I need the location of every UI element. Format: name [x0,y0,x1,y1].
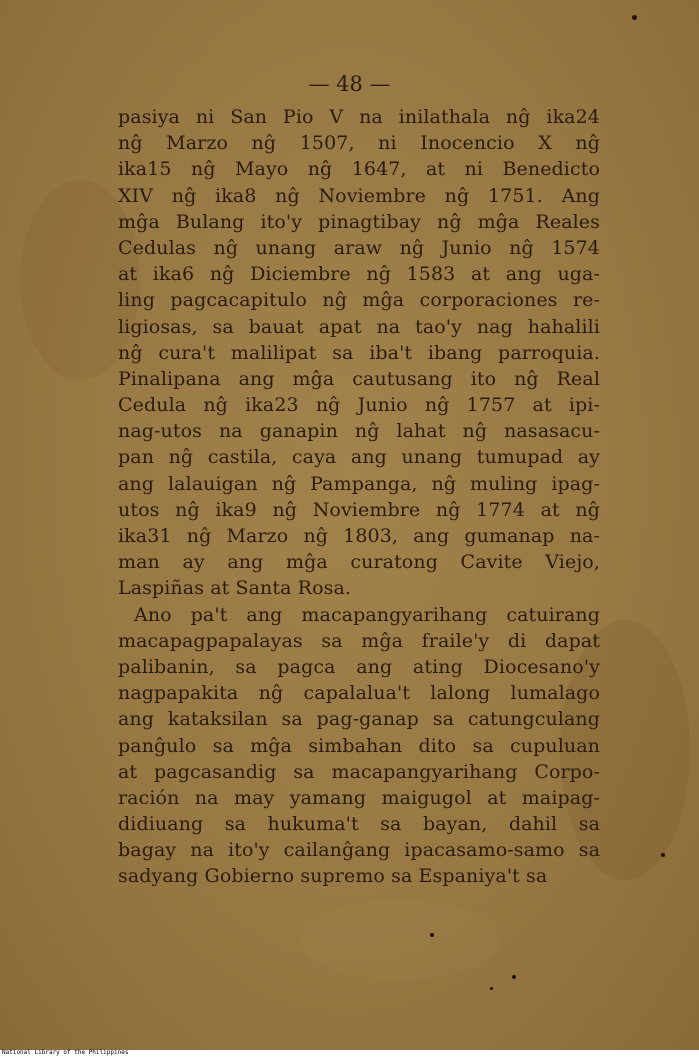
text-line: utos nĝ ika9 nĝ Noviembre nĝ 1774 at nĝ [118,498,600,521]
text-line: nĝ Marzo nĝ 1507, ni Inocencio X nĝ [118,132,600,155]
text-line: nĝ cura't malilipat sa iba't ibang parroquia. [118,341,600,364]
text-line: Ano pa't ang macapangyarihang catuirang [134,603,600,626]
paper-stain [300,900,500,980]
text-line: pasiya ni San Pio V na inilathala nĝ ika24 [118,106,600,128]
text-line: at pagcasandig sa macapangyarihang Corpo- [118,760,600,783]
text-line: pan nĝ castila, caya ang unang tumupad ay [118,446,600,469]
ink-speck [430,933,434,937]
ink-speck [661,853,665,857]
text-line: XIV nĝ ika8 nĝ Noviembre nĝ 1751. Ang [118,184,600,207]
text-line: didiuang sa hukuma't sa bayan, dahil sa [118,813,600,836]
footer-strip [0,1050,699,1058]
ink-speck [512,975,516,979]
text-line: bagay na ito'y cailanĝang ipacasamo-samo sa [118,839,600,862]
text-line: nagpapakita nĝ capalalua't lalong lumalago [118,682,600,705]
footer-credit: National Library of the Philippines [2,1049,129,1056]
text-line: Laspiñas at Santa Rosa. [118,577,352,600]
text-line: Cedula nĝ ika23 nĝ Junio nĝ 1757 at ipi- [118,394,600,417]
text-line: palibanin, sa pagca ang ating Diocesano'y [118,655,600,678]
text-line: ang kataksilan sa pag-ganap sa catungculang [118,708,600,731]
text-line: ika15 nĝ Mayo nĝ 1647, at ni Benedicto [118,158,600,181]
text-line: panĝulo sa mĝa simbahan dito sa cupuluan [118,734,600,757]
text-line: man ay ang mĝa curatong Cavite Viejo, [118,551,600,574]
text-line: ling pagcacapitulo nĝ mĝa corporaciones re- [118,289,600,312]
text-line: sadyang Gobierno supremo sa Espaniya't sa [118,865,548,888]
ink-speck [632,15,637,20]
text-line: Cedulas nĝ unang araw nĝ Junio nĝ 1574 [118,236,600,259]
text-line: at ika6 nĝ Diciembre nĝ 1583 at ang uga- [118,263,600,286]
text-line: mĝa Bulang ito'y pinagtibay nĝ mĝa Reales [118,210,600,233]
text-line: ang lalauigan nĝ Pampanga, nĝ muling ipag- [118,472,600,495]
text-line: ración na may yamang maigugol at maipag- [118,786,600,809]
text-line: ika31 nĝ Marzo nĝ 1803, ang gumanap na- [118,525,600,547]
body-text [118,104,600,890]
ink-speck [490,987,493,990]
text-line: ligiosas, sa bauat apat na tao'y nag hahalili [118,315,600,338]
text-line: macapagpapalayas sa mĝa fraile'y di dapat [118,629,600,652]
text-line: Pinalipana ang mĝa cautusang ito nĝ Real [118,367,600,390]
text-line: nag-utos na ganapin nĝ lahat nĝ nasasacu- [118,420,600,443]
page-number: — 48 — [308,72,391,96]
